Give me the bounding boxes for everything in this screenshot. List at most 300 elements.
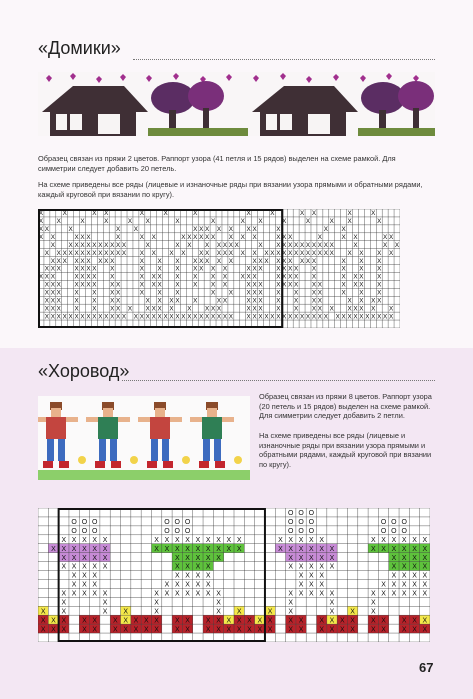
chart-symbol: X: [38, 273, 44, 281]
chart-symbol: X: [329, 599, 335, 607]
chart-symbol: X: [115, 289, 121, 297]
chart-symbol: X: [391, 545, 397, 553]
chart-symbol: X: [412, 590, 417, 598]
chart-symbol: X: [169, 249, 174, 257]
chart-symbol: X: [164, 581, 170, 589]
chart-symbol: X: [347, 218, 352, 226]
chart-symbol: X: [294, 305, 299, 313]
chart-symbol: X: [205, 249, 210, 257]
chart-symbol: X: [210, 265, 216, 273]
chart-symbol: X: [102, 563, 108, 571]
chart-symbol: X: [102, 590, 108, 598]
chart-symbol: X: [252, 257, 257, 265]
chart-symbol: X: [311, 241, 317, 249]
chart-symbol: X: [102, 599, 108, 607]
chart-symbol: X: [422, 554, 428, 562]
chart-symbol: X: [339, 626, 345, 634]
chart-symbol: X: [309, 536, 314, 544]
chart-symbol: X: [56, 265, 61, 273]
chart-symbol: X: [92, 249, 97, 257]
chart-symbol: O: [288, 510, 294, 518]
chart-symbol: O: [288, 528, 294, 536]
chart-symbol: X: [226, 626, 232, 634]
chart-symbol: X: [319, 572, 325, 580]
chart-symbol: X: [311, 257, 317, 265]
chart-symbol: X: [185, 572, 190, 580]
chart-symbol: X: [71, 545, 77, 553]
chart-symbol: X: [80, 313, 85, 321]
chart-symbol: X: [412, 572, 417, 580]
chart-symbol: X: [240, 273, 245, 281]
chart-symbol: X: [44, 249, 50, 257]
chart-symbol: X: [74, 289, 79, 297]
chart-symbol: X: [329, 563, 335, 571]
chart-symbol: X: [157, 265, 162, 273]
chart-symbol: X: [56, 281, 61, 289]
chart-symbol: X: [82, 563, 87, 571]
chart-symbol: X: [309, 563, 314, 571]
chart-symbol: X: [104, 313, 109, 321]
chart-symbol: X: [193, 265, 198, 273]
chart-symbol: X: [276, 273, 281, 281]
chart-symbol: X: [102, 536, 108, 544]
chart-symbol: X: [258, 218, 263, 226]
chart-symbol: X: [110, 249, 115, 257]
chart-symbol: X: [86, 265, 91, 273]
chart-symbol: X: [350, 608, 355, 616]
chart-symbol: X: [288, 257, 293, 265]
chart-symbol: O: [92, 519, 98, 527]
chart-symbol: X: [92, 241, 97, 249]
chart-symbol: X: [74, 273, 79, 281]
chart-symbol: X: [329, 626, 335, 634]
chart-symbol: X: [288, 273, 293, 281]
chart-symbol: X: [276, 257, 281, 265]
chart-symbol: X: [175, 241, 180, 249]
chart-symbol: X: [50, 305, 55, 313]
chart-symbol: X: [388, 313, 394, 321]
chart-symbol: X: [74, 305, 79, 313]
chart-symbol: X: [252, 305, 257, 313]
chart-symbol: O: [298, 528, 304, 536]
chart-symbol: X: [92, 297, 97, 305]
chart-symbol: X: [80, 233, 85, 241]
chart-symbol: X: [252, 273, 257, 281]
chart-symbol: X: [187, 313, 192, 321]
chart-symbol: X: [323, 241, 328, 249]
chart-symbol: X: [388, 305, 394, 313]
houses-knit-photo: [38, 72, 435, 136]
chart-symbol: X: [92, 617, 98, 625]
chart-symbol: X: [145, 313, 150, 321]
chart-symbol: X: [288, 554, 294, 562]
chart-symbol: X: [80, 281, 85, 289]
chart-symbol: X: [264, 313, 269, 321]
chart-symbol: X: [110, 313, 115, 321]
chart-symbol: X: [71, 590, 77, 598]
chart-symbol: X: [391, 554, 397, 562]
chart-symbol: X: [82, 554, 87, 562]
chart-symbol: X: [174, 626, 180, 634]
chart-symbol: X: [329, 617, 335, 625]
chart-symbol: X: [71, 554, 77, 562]
chart-symbol: O: [308, 528, 315, 536]
chart-symbol: X: [370, 536, 376, 544]
chart-symbol: X: [359, 257, 364, 265]
chart-symbol: X: [412, 581, 417, 589]
chart-symbol: X: [151, 281, 156, 289]
chart-symbol: X: [181, 233, 186, 241]
chart-symbol: X: [61, 608, 67, 616]
chart-symbol: X: [44, 265, 50, 273]
chart-symbol: X: [80, 241, 85, 249]
chart-symbol: X: [377, 313, 382, 321]
chart-symbol: X: [359, 289, 364, 297]
chart-symbol: X: [276, 281, 281, 289]
chart-symbol: O: [174, 519, 180, 527]
chart-symbol: X: [157, 313, 162, 321]
chart-symbol: X: [185, 626, 190, 634]
chart-symbol: X: [377, 297, 382, 305]
chart-symbol: X: [234, 241, 239, 249]
chart-symbol: X: [102, 545, 108, 553]
chart-symbol: X: [154, 536, 159, 544]
chart-symbol: X: [319, 554, 325, 562]
chart-symbol: X: [381, 626, 386, 634]
chart-symbol: X: [359, 313, 364, 321]
chart-symbol: X: [139, 265, 144, 273]
chart-symbol: X: [282, 218, 287, 226]
chart-symbol: X: [288, 599, 294, 607]
chart-symbol: O: [71, 528, 77, 536]
chart-symbol: X: [110, 305, 115, 313]
chart-symbol: X: [50, 289, 55, 297]
chart-symbol: X: [309, 554, 314, 562]
chart-symbol: X: [50, 297, 55, 305]
chart-symbol: X: [222, 249, 228, 257]
chart-symbol: X: [151, 305, 156, 313]
chart-symbol: X: [154, 608, 159, 616]
chart-symbol: X: [121, 313, 127, 321]
chart-symbol: X: [185, 536, 190, 544]
chart-symbol: X: [216, 241, 222, 249]
chart-symbol: X: [247, 626, 252, 634]
chart-symbol: X: [422, 581, 428, 589]
chart-symbol: X: [311, 297, 317, 305]
chart-symbol: X: [210, 305, 216, 313]
chart-symbol: X: [44, 297, 50, 305]
chart-symbol: X: [311, 273, 317, 281]
chart-symbol: X: [377, 218, 382, 226]
chart-symbol: X: [370, 608, 376, 616]
chart-symbol: X: [370, 617, 376, 625]
section1-paragraph2: На схеме приведены все ряды (лицевые и изнаночные ряды при вязании узора прямыми и обратными рядами, каждый круговой при вязании по кругу).: [38, 180, 423, 199]
chart-symbol: X: [98, 257, 103, 265]
chart-symbol: X: [44, 313, 50, 321]
chart-symbol: X: [298, 590, 304, 598]
chart-symbol: X: [401, 581, 407, 589]
chart-symbol: X: [276, 241, 281, 249]
chart-symbol: X: [82, 572, 87, 580]
chart-symbol: X: [299, 313, 305, 321]
chart-symbol: X: [257, 617, 263, 625]
chart-symbol: X: [216, 590, 221, 598]
chart-symbol: X: [115, 233, 121, 241]
chart-symbol: X: [123, 608, 129, 616]
chart-symbol: X: [193, 297, 198, 305]
chart-symbol: X: [311, 249, 317, 257]
chart-symbol: X: [319, 536, 325, 544]
chart-symbol: X: [92, 281, 97, 289]
chart-symbol: X: [359, 249, 364, 257]
chart-symbol: X: [163, 313, 168, 321]
chart-symbol: X: [74, 249, 79, 257]
chart-symbol: X: [115, 226, 121, 234]
chart-symbol: X: [226, 536, 232, 544]
chart-symbol: X: [236, 608, 242, 616]
chart-symbol: O: [380, 519, 387, 527]
chart-symbol: X: [216, 608, 221, 616]
chart-symbol: X: [335, 313, 340, 321]
chart-symbol: X: [175, 218, 180, 226]
chart-symbol: X: [298, 554, 304, 562]
chart-symbol: X: [216, 249, 222, 257]
chart-symbol: X: [163, 210, 168, 218]
chart-symbol: X: [377, 281, 382, 289]
chart-symbol: X: [210, 233, 216, 241]
chart-symbol: X: [288, 233, 293, 241]
chart-symbol: X: [62, 313, 67, 321]
chart-symbol: X: [169, 297, 174, 305]
chart-symbol: X: [133, 617, 139, 625]
chart-symbol: X: [154, 545, 159, 553]
chart-symbol: X: [74, 281, 79, 289]
chart-symbol: X: [282, 249, 287, 257]
chart-symbol: X: [298, 572, 304, 580]
chart-symbol: X: [383, 233, 388, 241]
chart-symbol: X: [350, 626, 355, 634]
chart-symbol: X: [40, 626, 46, 634]
chart-symbol: X: [104, 249, 109, 257]
chart-symbol: X: [264, 249, 269, 257]
section2-paragraph1: Образец связан из пряжи 8 цветов. Раппорт узора (20 петель и 15 рядов) выделен на схеме рамкой. Для симметрии следует добавить 2 петли.: [259, 392, 432, 421]
chart-symbol: X: [216, 313, 222, 321]
chart-symbol: X: [341, 226, 346, 234]
chart-symbol: X: [205, 563, 211, 571]
chart-symbol: X: [401, 545, 407, 553]
chart-symbol: X: [61, 536, 67, 544]
dancers-chart: [38, 508, 430, 642]
chart-symbol: X: [381, 581, 386, 589]
chart-symbol: X: [123, 626, 129, 634]
chart-symbol: X: [294, 281, 299, 289]
chart-symbol: O: [184, 519, 191, 527]
chart-symbol: X: [82, 545, 87, 553]
chart-symbol: X: [86, 249, 91, 257]
chart-symbol: X: [92, 210, 97, 218]
chart-symbol: X: [276, 313, 281, 321]
chart-symbol: X: [370, 590, 376, 598]
chart-symbol: X: [401, 617, 407, 625]
chart-symbol: X: [388, 233, 394, 241]
chart-symbol: X: [381, 536, 386, 544]
chart-symbol: X: [50, 241, 55, 249]
chart-symbol: X: [246, 281, 251, 289]
chart-symbol: X: [240, 249, 245, 257]
chart-symbol: X: [216, 257, 222, 265]
chart-symbol: X: [311, 305, 317, 313]
chart-symbol: X: [151, 249, 156, 257]
chart-symbol: X: [422, 626, 428, 634]
chart-symbol: O: [174, 528, 180, 536]
chart-symbol: X: [195, 572, 201, 580]
chart-symbol: X: [247, 617, 252, 625]
chart-symbol: X: [56, 305, 61, 313]
chart-symbol: X: [228, 313, 233, 321]
chart-symbol: X: [181, 249, 186, 257]
chart-symbol: X: [175, 257, 180, 265]
chart-symbol: X: [145, 241, 150, 249]
chart-symbol: X: [50, 265, 55, 273]
chart-symbol: X: [110, 273, 115, 281]
chart-symbol: X: [104, 241, 109, 249]
chart-symbol: X: [412, 536, 417, 544]
chart-symbol: X: [216, 536, 221, 544]
chart-symbol: X: [246, 289, 251, 297]
chart-symbol: X: [115, 249, 121, 257]
chart-symbol: X: [341, 313, 346, 321]
chart-symbol: X: [319, 545, 325, 553]
chart-symbol: X: [50, 257, 55, 265]
chart-symbol: X: [311, 210, 317, 218]
chart-symbol: X: [205, 313, 210, 321]
chart-symbol: X: [412, 554, 417, 562]
chart-symbol: X: [205, 617, 211, 625]
chart-symbol: X: [258, 281, 263, 289]
chart-symbol: X: [71, 581, 77, 589]
chart-symbol: X: [391, 572, 397, 580]
chart-symbol: X: [359, 281, 364, 289]
chart-symbol: X: [412, 545, 417, 553]
chart-symbol: X: [104, 210, 109, 218]
chart-symbol: X: [157, 273, 162, 281]
chart-symbol: X: [353, 241, 358, 249]
chart-symbol: X: [317, 241, 323, 249]
chart-symbol: X: [80, 273, 85, 281]
chart-symbol: X: [309, 572, 314, 580]
chart-symbol: X: [311, 313, 317, 321]
chart-symbol: X: [319, 590, 325, 598]
chart-symbol: X: [299, 257, 305, 265]
chart-symbol: X: [115, 305, 121, 313]
chart-symbol: X: [205, 545, 211, 553]
page-number: 67: [419, 660, 434, 675]
chart-symbol: X: [317, 281, 323, 289]
chart-symbol: X: [319, 581, 325, 589]
chart-symbol: X: [174, 536, 180, 544]
chart-symbol: X: [92, 581, 98, 589]
chart-symbol: X: [294, 297, 299, 305]
title-rule: [133, 59, 435, 60]
chart-symbol: X: [276, 233, 281, 241]
chart-symbol: X: [353, 281, 358, 289]
chart-symbol: X: [210, 273, 216, 281]
chart-symbol: X: [133, 313, 139, 321]
chart-symbol: X: [401, 563, 407, 571]
chart-symbol: X: [294, 241, 299, 249]
chart-symbol: O: [71, 519, 77, 527]
chart-symbol: X: [98, 241, 103, 249]
chart-symbol: O: [308, 519, 315, 527]
chart-symbol: X: [222, 313, 228, 321]
chart-symbol: X: [199, 257, 204, 265]
chart-symbol: X: [86, 241, 91, 249]
chart-symbol: X: [82, 581, 87, 589]
chart-symbol: X: [56, 289, 61, 297]
chart-symbol: X: [92, 554, 98, 562]
chart-symbol: X: [276, 265, 281, 273]
chart-symbol: X: [282, 257, 287, 265]
chart-symbol: X: [62, 249, 67, 257]
chart-symbol: X: [115, 281, 121, 289]
chart-symbol: X: [205, 554, 211, 562]
chart-symbol: X: [252, 265, 257, 273]
chart-symbol: X: [115, 297, 121, 305]
chart-symbol: X: [216, 554, 221, 562]
chart-symbol: O: [401, 519, 407, 527]
chart-symbol: X: [195, 554, 201, 562]
chart-symbol: X: [205, 626, 211, 634]
chart-symbol: X: [305, 257, 311, 265]
chart-symbol: X: [252, 226, 257, 234]
chart-symbol: X: [294, 273, 299, 281]
chart-symbol: X: [82, 590, 87, 598]
chart-symbol: X: [175, 289, 180, 297]
chart-symbol: X: [164, 590, 170, 598]
chart-symbol: X: [394, 241, 400, 249]
chart-symbol: X: [347, 305, 352, 313]
chart-symbol: X: [51, 617, 56, 625]
chart-symbol: X: [422, 572, 428, 580]
chart-symbol: O: [401, 528, 407, 536]
chart-symbol: X: [193, 233, 198, 241]
chart-symbol: X: [236, 617, 242, 625]
chart-symbol: X: [61, 563, 67, 571]
chart-symbol: X: [422, 617, 428, 625]
chart-symbol: X: [92, 536, 98, 544]
chart-symbol: X: [294, 289, 299, 297]
chart-symbol: X: [38, 210, 44, 218]
chart-symbol: X: [56, 249, 61, 257]
chart-symbol: X: [377, 249, 382, 257]
chart-symbol: X: [139, 249, 144, 257]
chart-symbol: X: [175, 313, 180, 321]
chart-symbol: X: [44, 305, 50, 313]
chart-symbol: O: [81, 528, 88, 536]
chart-symbol: O: [288, 519, 294, 527]
chart-symbol: X: [115, 313, 121, 321]
chart-symbol: X: [371, 313, 376, 321]
chart-symbol: X: [365, 313, 370, 321]
chart-symbol: X: [110, 265, 115, 273]
chart-symbol: X: [267, 608, 273, 616]
chart-symbol: X: [222, 265, 228, 273]
chart-symbol: O: [184, 528, 191, 536]
chart-symbol: X: [311, 281, 317, 289]
chart-symbol: X: [71, 536, 77, 544]
chart-symbol: X: [347, 313, 352, 321]
chart-symbol: X: [276, 289, 281, 297]
